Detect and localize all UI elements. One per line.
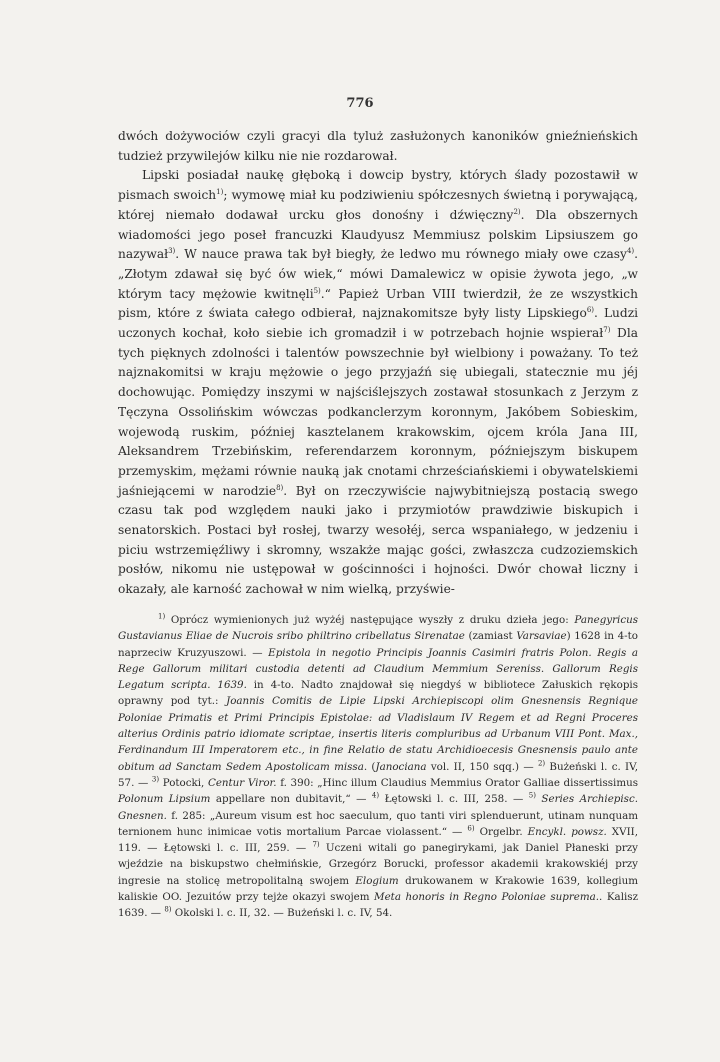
footnote-text: Okolski l. c. II, 32. — Bużeński l. c. IV, 54. — [171, 907, 393, 920]
footnote-ref: 5) — [313, 286, 321, 295]
footnote-title: Panegyricus Gustavianus Eliae de Nucrois sribo philtrino cribellatus Sirenatae — [118, 614, 638, 643]
footnote-marker: 7) — [312, 840, 320, 849]
text-run: ; wymowę miał ku podziwieniu spółczesnych świetną i porywającą, której niemało dodawał urcku głos donośny i dźwięczny — [118, 188, 638, 222]
footnote-text: Bużeński l. c. IV, 57. — — [118, 760, 639, 789]
footnote-text: Łętowski l. c. III, 258. — — [379, 793, 529, 806]
footnote-text: Oprócz wymienionych już wyżéj następujące wyszły z druku dzieła jego: — [165, 614, 575, 626]
footnote-title: Centur Viror. — [207, 776, 277, 789]
main-text — [118, 127, 638, 600]
footnote-marker: 2) — [537, 759, 546, 768]
footnote-ref: 2) — [513, 207, 521, 216]
footnote-text: appellare non dubitavit,“ — — [210, 793, 372, 806]
page-number: 776 — [346, 96, 374, 111]
footnote-text: ) 1628 in 4-to naprzeciw Kruzyuszowi. — — [118, 630, 638, 659]
footnote-title: Encykl. powsz. — [527, 825, 607, 838]
footnote-ref: 4) — [626, 247, 635, 256]
footnote-ref: 6) — [586, 306, 595, 315]
text-run: . Ludzi uczonych kochał, koło siebie ich gromadził i w potrzebach hojnie wspierał — [118, 306, 639, 341]
text-run: . „Złotym zdawał się być ów wiek,“ mówi Damalewicz w opisie żywota jego, „w którym tacy mężowie kwitnęli — [118, 247, 638, 301]
text-run: . Był on rzeczywiście najwybitniejszą postacią swego czasu tak pod względem nauki jako i przymiotów prawdziwie biskupich i senatorskich. Postaci był rosłej, twarzy wesołéj, serca wspaniałego, w jedzeniu i piciu wstrzemięźliwy i skromny, wszakże mając gości, zwłaszcza cudzoziemskich posłów, nikomu nie ustępował w gościnności i hojności. Dwór chował liczny i okazały, ale karność zachował w nim wielką, przyświe- — [118, 483, 638, 597]
footnote-marker: 4) — [371, 791, 380, 800]
footnote-text: in 4-to. Nadto znajdował się niegdyś w bibliotece Załuskich rękopis oprawny pod tyt.: — [118, 679, 638, 708]
footnote-title: Joannis Comitis de Lipie Lipski Archiepiscopi olim Gnesnensis Regnique Poloniae Primatis et Primi Principis Epistolae: ad Vladislaum IV Regem et ad Regni Proceres alterius Ordinis patrio idiomate scriptae, insertis literis compluribus ad Urbanum VIII Pont. Max., Ferdinandum III Imperatorem etc., in fine Relatio de statu Archidioecesis Gnesnensis paulo ante obitum ad Sanctam Sedem Apostolicam missa. — [118, 695, 638, 773]
footnote-marker: 3) — [151, 775, 160, 784]
footnote-ref: 8) — [276, 483, 284, 492]
footnote-ref: 3) — [168, 247, 176, 256]
footnote-marker: 8) — [164, 905, 172, 914]
paragraph-lipski — [118, 166, 638, 599]
footnote-title: Janociana — [375, 760, 427, 773]
footnote-title: Series Archiepisc. Gnesnen. — [118, 793, 638, 822]
footnote-marker: 6) — [467, 824, 475, 833]
text-run: Lipski posiadał naukę głęboką i dowcip bystry, których ślady pozostawił w pismach swoich — [118, 168, 638, 203]
text-run: . W nauce prawa tak był biegły, że ledwo mu równego miały owe czasy — [175, 247, 627, 262]
footnote-marker: 1) — [158, 612, 166, 621]
footnote-title: Varsaviae — [516, 630, 567, 643]
paragraph-continued: dwóch dożywociów czyli gracyi dla tyluż zasłużonych kanoników gnieźnieńskich tudzież przywilejów kilku nie nie rozdarował. — [118, 129, 638, 163]
footnote-text: (zamiast — [464, 630, 517, 643]
text-run: Dla tych pięknych zdolności i talentów powszechnie był wielbiony i poważany. To też najznakomitsi w kraju mężowie o jego przyjaźń się ubiegali, statecznie mu jéj dochowując. Pomiędzy inszymi w najściślejszych zostawał stosunkach z Jerzym z Tęczyna Ossolińskim wówczas podkanclerzym koronnym, Jakóbem Sobieskim, wojewodą ruskim, później kasztelanem krakowskim, ojcem króla Jana III, Aleksandrem Trzebińskim, referendarzem koronnym, późniejszym biskupem przemyskim, mężami równie nauką jak cnotami chrześciańskiemi i obywatelskiemi jaśniejącemi w narodzie — [118, 326, 638, 498]
footnote-text: Uczeni witali go panegirykami, jak Daniel Płaneski przy wjeździe na biskupstwo chełmińskie, Grzegórz Borucki, professor akademii krakowskiéj przy ingresie na stolicę metropolitalną swojem — [118, 842, 638, 887]
footnote-text: f. 390: „Hinc illum Claudius Memmius Orator Galliae dissertissimus — [276, 776, 638, 789]
footnote-title: Polonum Lipsium — [118, 793, 211, 806]
footnote-marker: 5) — [528, 791, 536, 800]
footnote-title: Epistola in negotio Principis Joannis Casimiri fratris Polon. Regis a Rege Gallorum militari custodia detenti ad Claudium Memmium Sereniss. Gallorum Regis Legatum scripta. 1639. — [118, 646, 638, 692]
footnote-text: Potocki, — [159, 776, 208, 789]
footnote-block — [118, 612, 638, 922]
footnote-ref: 7) — [603, 325, 611, 334]
text-run: .“ Papież Urban VIII twierdził, że ze wszystkich pism, które z świata całego odbierał, najznakomitsze były listy Lipskiego — [118, 286, 638, 321]
footnote-text: Kalisz 1639. — — [118, 891, 638, 920]
footnote-text: vol. II, 150 sqq.) — — [426, 760, 538, 773]
footnote-text: Orgelbr. — [474, 825, 528, 838]
footnote-title: Elogium — [355, 874, 399, 887]
footnote-ref: 1) — [216, 188, 224, 197]
footnote-text: f. 285: „Aureum visum est hoc saeculum, quo tanti viri splenduerunt, utinam nunquam ternionem hunc inimicae votis mortalium Parcae violassent.“ — — [118, 809, 638, 838]
footnote-text: ( — [367, 760, 376, 773]
text-run: . Dla obszernych wiadomości jego poseł francuzki Klaudyusz Memmiusz polskim Lipsiuszem go nazywał — [118, 207, 638, 262]
footnote-text: XVII, 119. — Łętowski l. c. III, 259. — — [118, 825, 638, 855]
footnote-text: drukowanem w Krakowie 1639, kollegium kaliskie OO. Jezuitów przy tejże okazyi swojem — [118, 874, 638, 904]
footnote-title: Meta honoris in Regno Poloniae suprema.. — [374, 891, 603, 904]
footnotes — [118, 612, 638, 922]
